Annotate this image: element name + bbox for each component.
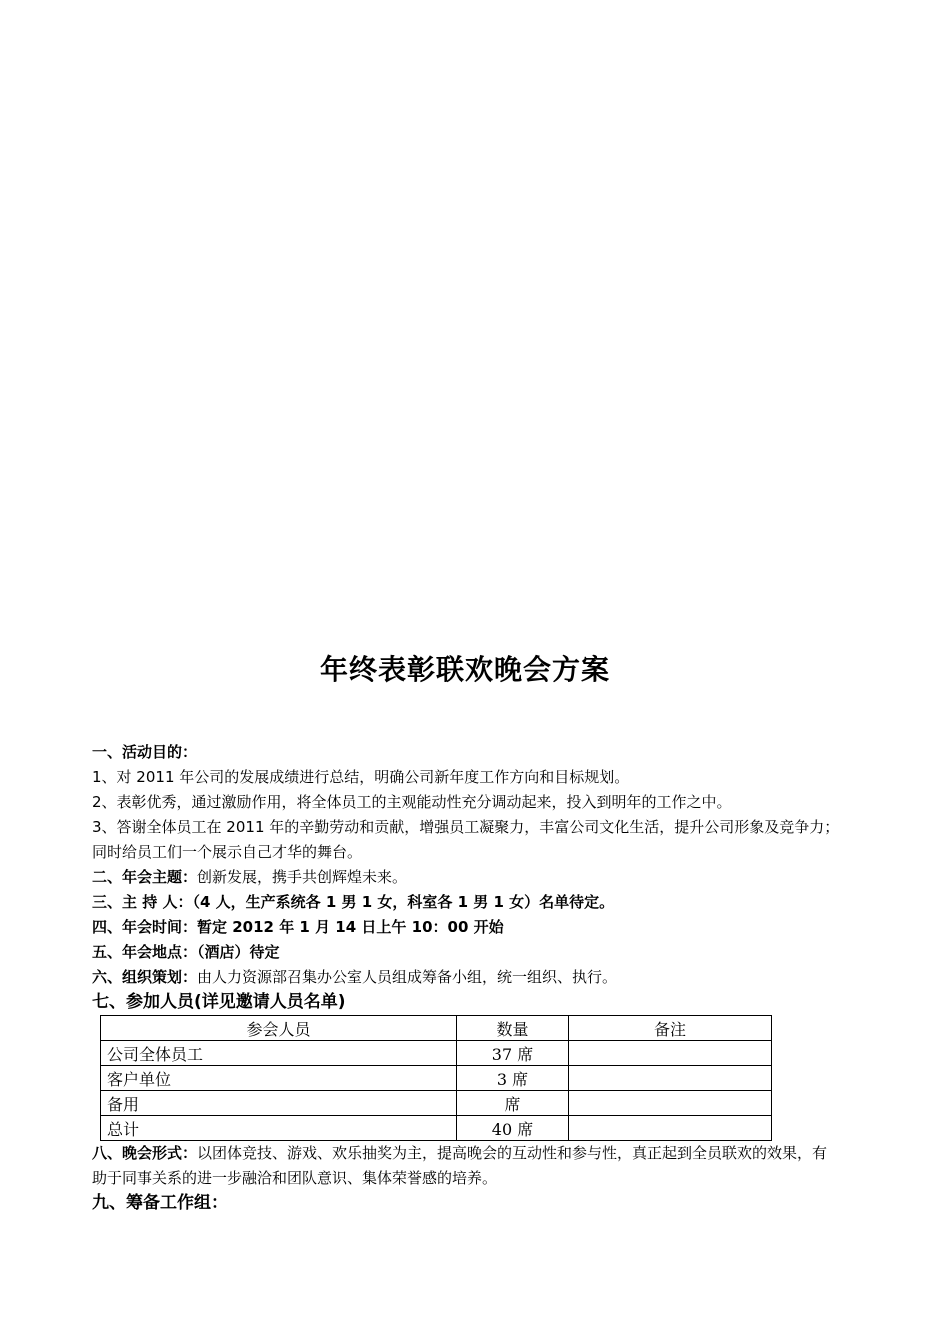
table-cell: 公司全体员工	[101, 1041, 457, 1066]
table-cell	[569, 1041, 772, 1066]
section4	[92, 915, 842, 940]
table-header-row	[101, 1016, 772, 1041]
section6-text: 由人力资源部召集办公室人员组成筹备小组，统一组织、执行。	[197, 968, 618, 986]
section8	[92, 1141, 842, 1191]
table-row	[101, 1116, 772, 1141]
section3-text: （4 人，生产系统各 1 男 1 女，科室各 1 男 1 女）名单待定。	[192, 893, 615, 911]
section9-heading: 九、筹备工作组：	[92, 1193, 228, 1213]
section3	[92, 890, 842, 915]
section6	[92, 965, 842, 990]
section2-text: 创新发展，携手共创辉煌未来。	[197, 868, 408, 886]
table-cell: 3 席	[457, 1066, 569, 1091]
section1-item-3: 3、答谢全体员工在 2011 年的辛勤劳动和贡献，增强员工凝聚力，丰富公司文化生活，提升公司形象及竞争力；同时给员工们一个展示自己才华的舞台。	[92, 818, 840, 861]
section4-label: 四、年会时间：	[92, 918, 198, 936]
table-cell	[569, 1091, 772, 1116]
table-cell: 40 席	[457, 1116, 569, 1141]
table-row	[101, 1066, 772, 1091]
section2-label: 二、年会主题：	[92, 868, 198, 886]
attendee-table	[100, 1015, 772, 1141]
table-cell: 37 席	[457, 1041, 569, 1066]
section1-item-2: 2、表彰优秀，通过激励作用，将全体员工的主观能动性充分调动起来，投入到明年的工作之中。	[92, 793, 732, 811]
table-cell: 客户单位	[101, 1066, 457, 1091]
section8-text: 以团体竞技、游戏、欢乐抽奖为主，提高晚会的互动性和参与性，真正起到全员联欢的效果，有助于同事关系的进一步融洽和团队意识、集体荣誉感的培养。	[92, 1144, 828, 1187]
section5-text: （酒店）待定	[197, 943, 280, 961]
table-cell: 备用	[101, 1091, 457, 1116]
table-row	[101, 1091, 772, 1116]
section1-heading: 一、活动目的：	[92, 743, 198, 761]
table-row	[101, 1041, 772, 1066]
section5	[92, 940, 842, 965]
section3-label: 三、主 持 人：	[92, 893, 193, 911]
section2	[92, 865, 842, 890]
table-cell	[569, 1116, 772, 1141]
section8-label: 八、晚会形式：	[92, 1144, 198, 1162]
table-header-cell: 参会人员	[101, 1016, 457, 1041]
table-cell: 席	[457, 1091, 569, 1116]
section6-label: 六、组织策划：	[92, 968, 198, 986]
section5-label: 五、年会地点：	[92, 943, 198, 961]
table-header-cell: 备注	[569, 1016, 772, 1041]
table-header-cell: 数量	[457, 1016, 569, 1041]
section4-text: 暂定 2012 年 1 月 14 日上午 10：00 开始	[197, 918, 504, 936]
document-title: 年终表彰联欢晚会方案	[319, 653, 610, 686]
section1-item-1: 1、对 2011 年公司的发展成绩进行总结，明确公司新年度工作方向和目标规划。	[92, 768, 630, 786]
table-cell	[569, 1066, 772, 1091]
section7-heading: 七、参加人员(详见邀请人员名单)	[92, 992, 346, 1012]
document-body	[92, 740, 842, 1216]
table-cell: 总计	[101, 1116, 457, 1141]
